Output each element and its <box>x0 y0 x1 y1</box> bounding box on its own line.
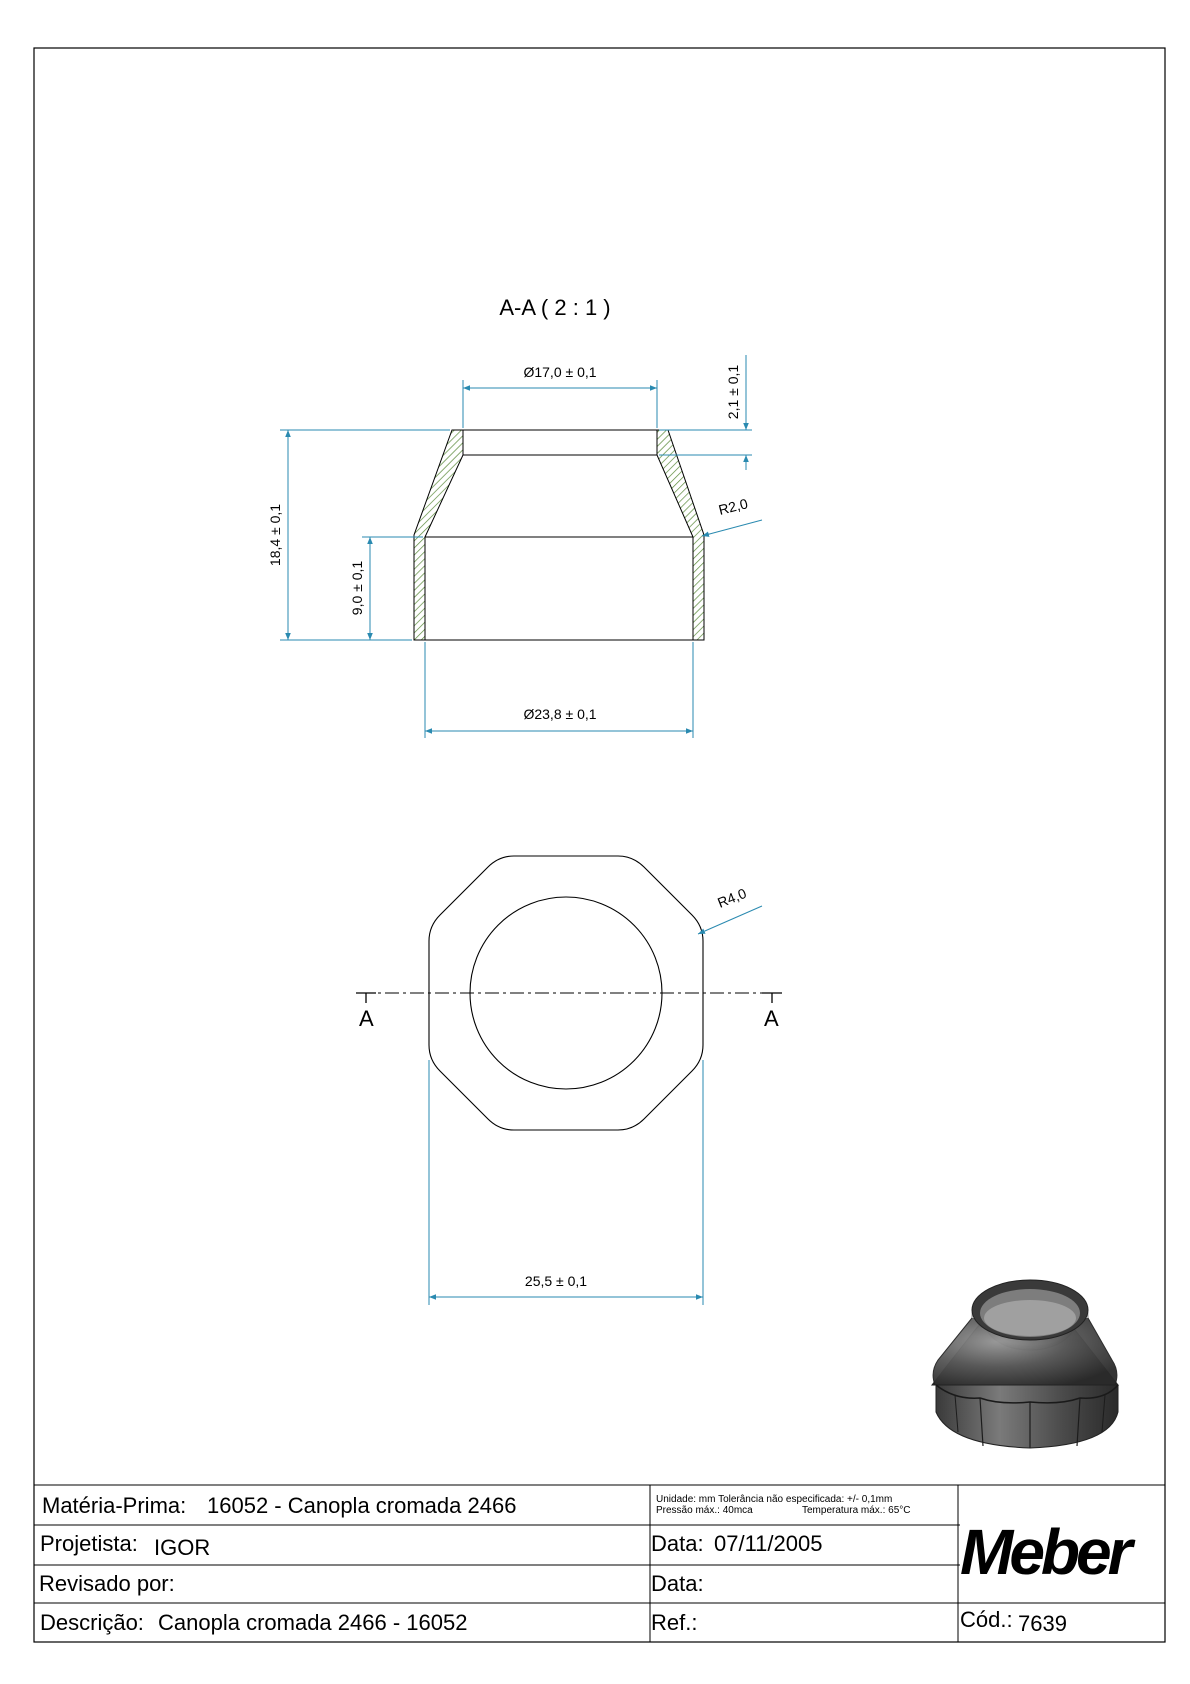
isometric-render <box>932 1280 1118 1448</box>
cod-label: Cód.: <box>960 1607 1013 1632</box>
left-wall-hatch <box>414 430 463 640</box>
dim-top-height: 2,1 ± 0,1 <box>725 364 741 420</box>
dim-radius-plan: R4,0 <box>715 884 749 911</box>
data2-label: Data: <box>651 1571 704 1596</box>
plan-dimensions <box>429 906 762 1305</box>
right-wall-hatch <box>657 430 704 640</box>
data-label: Data: <box>651 1531 704 1556</box>
projetista-label: Projetista: <box>40 1531 138 1556</box>
revisado-label: Revisado por: <box>39 1571 175 1596</box>
dim-total-height: 18,4 ± 0,1 <box>267 503 283 567</box>
notes-line1: Unidade: mm Tolerância não especificada: +/- 0,1mm <box>656 1494 893 1505</box>
notes-pressure: Pressão máx.: 40mca <box>656 1505 753 1516</box>
section-dimensions <box>280 355 762 738</box>
materia-prima-value: 16052 - Canopla cromada 2466 <box>207 1493 517 1518</box>
dim-radius-section: R2,0 <box>716 495 750 518</box>
descricao-label: Descrição: <box>40 1610 144 1635</box>
dim-top-diameter: Ø17,0 ± 0,1 <box>523 364 597 380</box>
section-marker-left: A <box>359 1006 374 1031</box>
section-title: A-A ( 2 : 1 ) <box>499 295 611 320</box>
ref-label: Ref.: <box>651 1610 698 1635</box>
top-bore <box>463 430 657 455</box>
descricao-value: Canopla cromada 2466 - 16052 <box>158 1610 468 1635</box>
brand-logo: Meber <box>960 1516 1129 1588</box>
dim-lower-height: 9,0 ± 0,1 <box>349 560 365 616</box>
section-view <box>414 430 704 640</box>
cod-value: 7639 <box>1018 1611 1067 1636</box>
section-marker-right: A <box>764 1006 779 1031</box>
data-value: 07/11/2005 <box>714 1531 823 1556</box>
materia-prima-label: Matéria-Prima: <box>42 1493 187 1518</box>
notes-temperature: Temperatura máx.: 65°C <box>802 1505 911 1516</box>
dim-bottom-diameter: Ø23,8 ± 0,1 <box>523 706 597 722</box>
lower-bore <box>425 537 693 640</box>
dim-across-flats: 25,5 ± 0,1 <box>524 1273 588 1289</box>
projetista-value: IGOR <box>154 1535 211 1560</box>
